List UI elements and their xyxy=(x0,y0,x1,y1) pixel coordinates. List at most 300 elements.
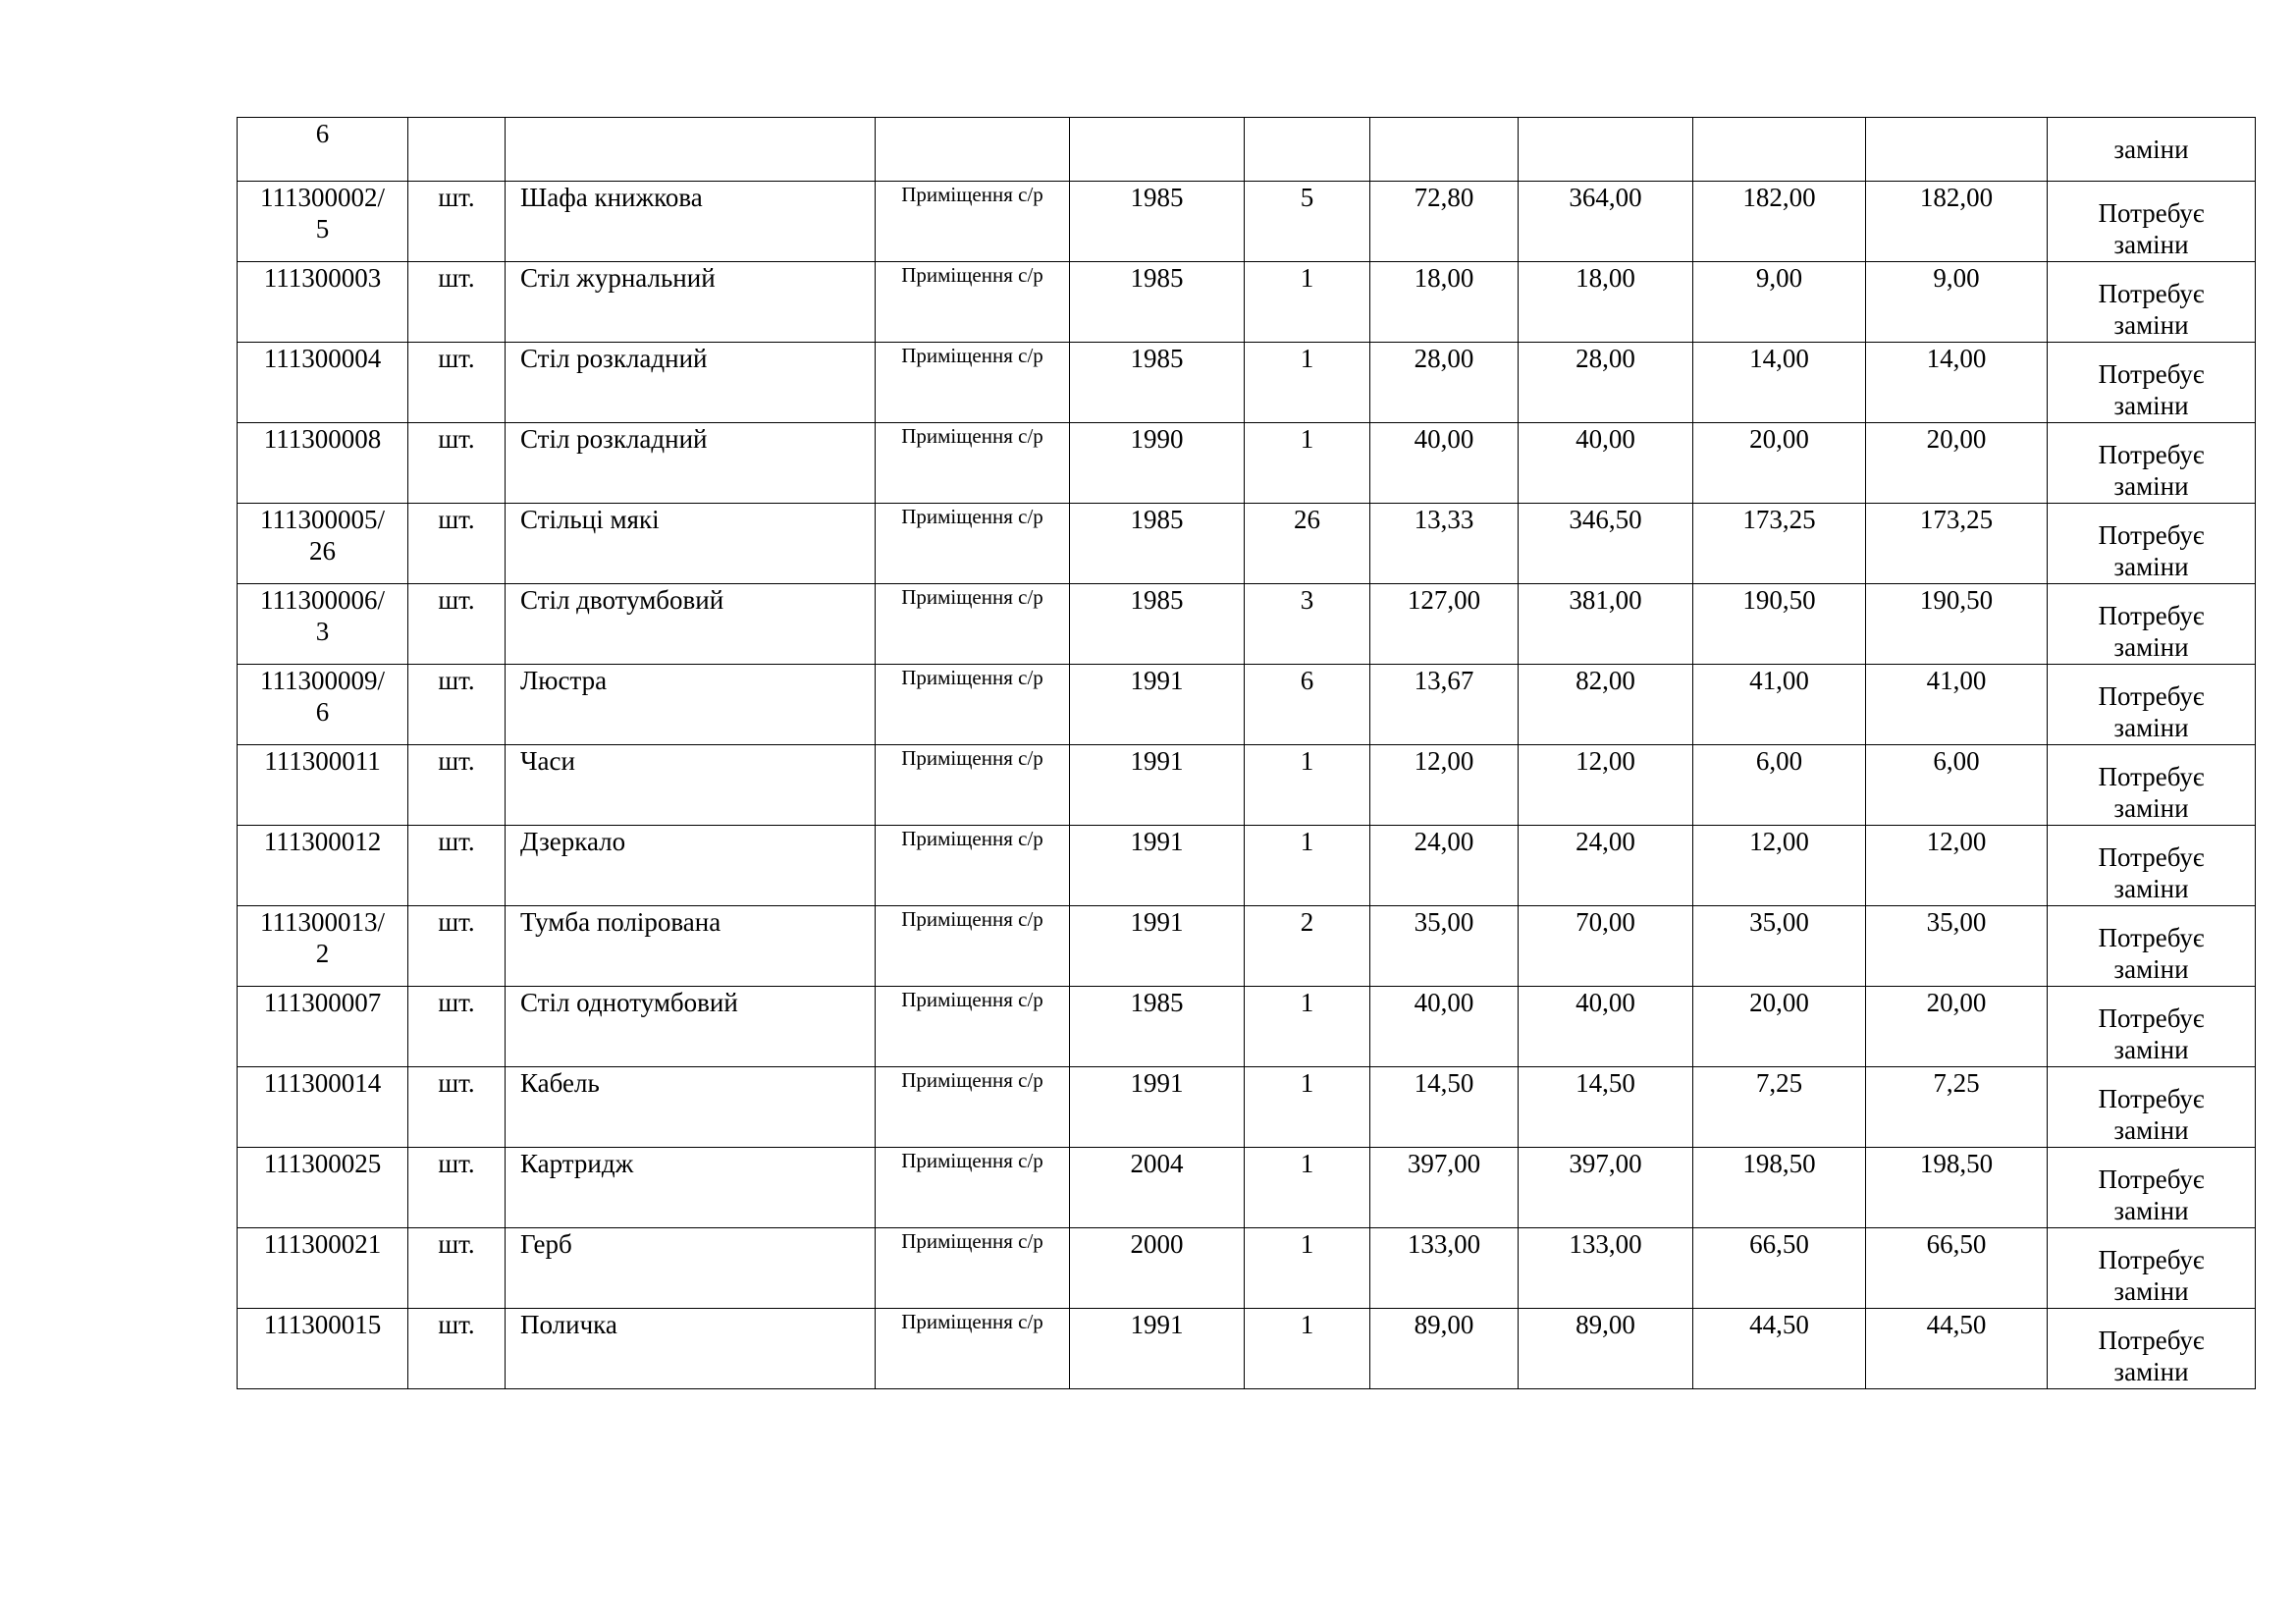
cell-residual xyxy=(1866,906,2048,987)
cell-code-text: 111300007 xyxy=(263,988,382,1017)
cell-qty xyxy=(1245,1228,1370,1309)
cell-price-text: 13,67 xyxy=(1414,666,1474,695)
cell-qty xyxy=(1245,665,1370,745)
cell-note-text: Потребує заміни xyxy=(2098,1003,2205,1064)
cell-name-text: Кабель xyxy=(520,1068,600,1098)
cell-name-text: Стіл розкладний xyxy=(520,424,708,454)
cell-unit-text: шт. xyxy=(438,505,475,534)
cell-total xyxy=(1519,1228,1693,1309)
cell-name xyxy=(506,182,876,262)
cell-total-text: 346,50 xyxy=(1569,505,1642,534)
cell-unit-text: шт. xyxy=(438,263,475,293)
cell-code xyxy=(238,423,408,504)
cell-total xyxy=(1519,182,1693,262)
cell-name xyxy=(506,584,876,665)
cell-wear-text: 182,00 xyxy=(1742,183,1816,212)
cell-total-text: 397,00 xyxy=(1569,1149,1642,1178)
cell-price xyxy=(1370,118,1519,182)
cell-code-text: 111300009/ 6 xyxy=(260,666,385,727)
cell-note xyxy=(2048,1309,2256,1389)
cell-total-text: 364,00 xyxy=(1569,183,1642,212)
cell-code xyxy=(238,343,408,423)
cell-wear-text: 9,00 xyxy=(1755,263,1803,293)
cell-residual xyxy=(1866,423,2048,504)
table-row xyxy=(238,584,2256,665)
cell-qty-text: 26 xyxy=(1294,505,1320,534)
cell-note xyxy=(2048,665,2256,745)
cell-code xyxy=(238,1148,408,1228)
cell-price-text: 35,00 xyxy=(1414,907,1474,937)
cell-qty-text: 1 xyxy=(1300,424,1314,454)
cell-unit xyxy=(408,584,506,665)
inventory-table xyxy=(237,117,2256,1389)
cell-residual-text: 66,50 xyxy=(1926,1229,1987,1259)
cell-total-text: 133,00 xyxy=(1569,1229,1642,1259)
cell-price-text: 133,00 xyxy=(1407,1229,1481,1259)
cell-year xyxy=(1070,182,1245,262)
cell-price xyxy=(1370,826,1519,906)
cell-name xyxy=(506,423,876,504)
cell-name xyxy=(506,987,876,1067)
cell-code-text: 111300005/ 26 xyxy=(260,505,385,566)
cell-total xyxy=(1519,1309,1693,1389)
cell-name-text: Стіл однотумбовий xyxy=(520,988,738,1017)
cell-note xyxy=(2048,584,2256,665)
cell-year xyxy=(1070,745,1245,826)
cell-note-text: Потребує заміни xyxy=(2098,198,2205,259)
cell-total xyxy=(1519,1067,1693,1148)
cell-qty-text: 1 xyxy=(1300,1310,1314,1339)
cell-qty xyxy=(1245,906,1370,987)
cell-total-text: 12,00 xyxy=(1575,746,1635,776)
cell-note-text: Потребує заміни xyxy=(2098,1084,2205,1145)
cell-name xyxy=(506,665,876,745)
cell-wear xyxy=(1693,987,1866,1067)
cell-unit-text: шт. xyxy=(438,666,475,695)
cell-code xyxy=(238,1309,408,1389)
cell-unit-text: шт. xyxy=(438,585,475,615)
cell-place xyxy=(876,1067,1070,1148)
cell-residual-text: 41,00 xyxy=(1926,666,1987,695)
cell-name-text: Дзеркало xyxy=(520,827,626,856)
cell-wear xyxy=(1693,423,1866,504)
cell-residual xyxy=(1866,118,2048,182)
cell-place xyxy=(876,1228,1070,1309)
cell-code xyxy=(238,987,408,1067)
cell-name xyxy=(506,343,876,423)
cell-name-text: Стіл розкладний xyxy=(520,344,708,373)
cell-residual-text: 198,50 xyxy=(1919,1149,1994,1178)
cell-price-text: 89,00 xyxy=(1414,1310,1474,1339)
cell-note-text: Потребує заміни xyxy=(2098,923,2205,984)
cell-code-text: 111300008 xyxy=(263,424,382,454)
cell-year-text: 1985 xyxy=(1130,988,1184,1017)
cell-code-text: 111300006/ 3 xyxy=(260,585,385,646)
cell-price xyxy=(1370,1148,1519,1228)
cell-place-text: Приміщення с/р xyxy=(901,827,1043,850)
cell-unit-text: шт. xyxy=(438,1068,475,1098)
cell-place-text: Приміщення с/р xyxy=(901,344,1043,367)
cell-unit-text: шт. xyxy=(438,1149,475,1178)
cell-unit-text: шт. xyxy=(438,988,475,1017)
cell-note-text: Потребує заміни xyxy=(2098,440,2205,501)
cell-residual-text: 20,00 xyxy=(1926,988,1987,1017)
cell-residual-text: 44,50 xyxy=(1926,1310,1987,1339)
cell-code-text: 111300012 xyxy=(263,827,382,856)
cell-price-text: 72,80 xyxy=(1414,183,1474,212)
cell-year xyxy=(1070,665,1245,745)
cell-qty xyxy=(1245,987,1370,1067)
cell-residual-text: 35,00 xyxy=(1926,907,1987,937)
cell-qty-text: 1 xyxy=(1300,988,1314,1017)
cell-code-text: 6 xyxy=(315,119,330,148)
cell-wear-text: 35,00 xyxy=(1749,907,1809,937)
cell-code xyxy=(238,584,408,665)
cell-code-text: 111300004 xyxy=(263,344,382,373)
cell-note-text: Потребує заміни xyxy=(2098,601,2205,662)
cell-qty xyxy=(1245,262,1370,343)
cell-place xyxy=(876,665,1070,745)
cell-year-text: 1990 xyxy=(1130,424,1184,454)
cell-residual-text: 6,00 xyxy=(1933,746,1980,776)
cell-place xyxy=(876,262,1070,343)
cell-place xyxy=(876,118,1070,182)
cell-year-text: 1985 xyxy=(1130,183,1184,212)
cell-year-text: 1985 xyxy=(1130,344,1184,373)
cell-name-text: Тумба полірована xyxy=(520,907,721,937)
cell-qty-text: 1 xyxy=(1300,827,1314,856)
cell-qty-text: 1 xyxy=(1300,263,1314,293)
table-row xyxy=(238,182,2256,262)
cell-unit xyxy=(408,504,506,584)
table-row xyxy=(238,745,2256,826)
cell-unit-text: шт. xyxy=(438,1229,475,1259)
cell-wear-text: 7,25 xyxy=(1755,1068,1803,1098)
cell-year xyxy=(1070,584,1245,665)
cell-code xyxy=(238,826,408,906)
cell-code xyxy=(238,504,408,584)
table-row xyxy=(238,906,2256,987)
cell-name-text: Стіл двотумбовий xyxy=(520,585,724,615)
cell-note xyxy=(2048,262,2256,343)
cell-wear xyxy=(1693,118,1866,182)
cell-name xyxy=(506,906,876,987)
cell-price-text: 13,33 xyxy=(1414,505,1474,534)
cell-year xyxy=(1070,987,1245,1067)
cell-year xyxy=(1070,423,1245,504)
cell-code xyxy=(238,665,408,745)
cell-price-text: 12,00 xyxy=(1414,746,1474,776)
cell-year-text: 1991 xyxy=(1130,1068,1184,1098)
table-row xyxy=(238,262,2256,343)
cell-qty xyxy=(1245,584,1370,665)
cell-unit xyxy=(408,665,506,745)
cell-place xyxy=(876,504,1070,584)
cell-name-text: Герб xyxy=(520,1229,572,1259)
cell-note-text: заміни xyxy=(2113,135,2189,164)
cell-residual xyxy=(1866,584,2048,665)
cell-wear xyxy=(1693,1148,1866,1228)
cell-note-text: Потребує заміни xyxy=(2098,1326,2205,1386)
cell-price xyxy=(1370,906,1519,987)
cell-wear-text: 66,50 xyxy=(1749,1229,1809,1259)
cell-price xyxy=(1370,665,1519,745)
cell-year-text: 1991 xyxy=(1130,746,1184,776)
cell-qty-text: 1 xyxy=(1300,746,1314,776)
cell-residual xyxy=(1866,1148,2048,1228)
cell-price xyxy=(1370,584,1519,665)
cell-unit-text: шт. xyxy=(438,907,475,937)
cell-name xyxy=(506,1148,876,1228)
cell-wear xyxy=(1693,584,1866,665)
cell-price xyxy=(1370,1228,1519,1309)
cell-unit xyxy=(408,987,506,1067)
cell-wear-text: 41,00 xyxy=(1749,666,1809,695)
cell-unit xyxy=(408,343,506,423)
cell-note xyxy=(2048,504,2256,584)
cell-total-text: 28,00 xyxy=(1575,344,1635,373)
cell-wear xyxy=(1693,1228,1866,1309)
table-row xyxy=(238,504,2256,584)
cell-place-text: Приміщення с/р xyxy=(901,183,1043,206)
cell-name xyxy=(506,1067,876,1148)
cell-year-text: 1991 xyxy=(1130,666,1184,695)
cell-note-text: Потребує заміни xyxy=(2098,279,2205,340)
cell-price xyxy=(1370,423,1519,504)
cell-wear xyxy=(1693,826,1866,906)
cell-residual xyxy=(1866,1067,2048,1148)
cell-place xyxy=(876,1309,1070,1389)
cell-qty-text: 2 xyxy=(1300,907,1314,937)
cell-name xyxy=(506,504,876,584)
cell-price xyxy=(1370,262,1519,343)
cell-year xyxy=(1070,906,1245,987)
cell-total-text: 70,00 xyxy=(1575,907,1635,937)
cell-unit xyxy=(408,826,506,906)
cell-total xyxy=(1519,665,1693,745)
cell-name xyxy=(506,118,876,182)
cell-name xyxy=(506,826,876,906)
cell-place xyxy=(876,343,1070,423)
cell-year xyxy=(1070,343,1245,423)
cell-unit xyxy=(408,1148,506,1228)
cell-name-text: Картридж xyxy=(520,1149,634,1178)
cell-wear-text: 12,00 xyxy=(1749,827,1809,856)
cell-year xyxy=(1070,1309,1245,1389)
cell-note xyxy=(2048,826,2256,906)
cell-place-text: Приміщення с/р xyxy=(901,263,1043,287)
cell-year-text: 1985 xyxy=(1130,585,1184,615)
cell-total-text: 89,00 xyxy=(1575,1310,1635,1339)
cell-unit-text: шт. xyxy=(438,183,475,212)
cell-qty xyxy=(1245,343,1370,423)
cell-residual-text: 182,00 xyxy=(1919,183,1994,212)
cell-qty xyxy=(1245,1067,1370,1148)
cell-year xyxy=(1070,504,1245,584)
table-row xyxy=(238,1148,2256,1228)
cell-total xyxy=(1519,987,1693,1067)
cell-unit xyxy=(408,1067,506,1148)
cell-note xyxy=(2048,987,2256,1067)
cell-code xyxy=(238,1228,408,1309)
cell-unit-text: шт. xyxy=(438,344,475,373)
cell-price-text: 18,00 xyxy=(1414,263,1474,293)
cell-total xyxy=(1519,1148,1693,1228)
cell-place xyxy=(876,745,1070,826)
cell-place xyxy=(876,423,1070,504)
cell-wear xyxy=(1693,343,1866,423)
cell-name-text: Шафа книжкова xyxy=(520,183,703,212)
cell-total xyxy=(1519,118,1693,182)
cell-wear-text: 14,00 xyxy=(1749,344,1809,373)
cell-code-text: 111300003 xyxy=(263,263,382,293)
cell-qty-text: 5 xyxy=(1300,183,1314,212)
cell-place-text: Приміщення с/р xyxy=(901,666,1043,689)
cell-place-text: Приміщення с/р xyxy=(901,1068,1043,1092)
cell-price-text: 14,50 xyxy=(1414,1068,1474,1098)
cell-unit-text: шт. xyxy=(438,424,475,454)
table-row xyxy=(238,423,2256,504)
cell-qty-text: 1 xyxy=(1300,344,1314,373)
cell-place xyxy=(876,584,1070,665)
cell-price xyxy=(1370,182,1519,262)
cell-year xyxy=(1070,1067,1245,1148)
cell-unit xyxy=(408,906,506,987)
cell-qty-text: 3 xyxy=(1300,585,1314,615)
cell-code xyxy=(238,182,408,262)
cell-total-text: 18,00 xyxy=(1575,263,1635,293)
cell-code xyxy=(238,118,408,182)
cell-residual-text: 9,00 xyxy=(1933,263,1980,293)
cell-wear xyxy=(1693,504,1866,584)
cell-code xyxy=(238,262,408,343)
cell-price-text: 28,00 xyxy=(1414,344,1474,373)
cell-year xyxy=(1070,1228,1245,1309)
cell-name-text: Люстра xyxy=(520,666,608,695)
cell-note-text: Потребує заміни xyxy=(2098,1164,2205,1225)
cell-qty xyxy=(1245,745,1370,826)
cell-wear xyxy=(1693,262,1866,343)
cell-unit-text: шт. xyxy=(438,1310,475,1339)
table-row xyxy=(238,665,2256,745)
cell-residual xyxy=(1866,262,2048,343)
cell-name-text: Поличка xyxy=(520,1310,617,1339)
cell-code-text: 111300013/ 2 xyxy=(260,907,385,968)
cell-wear-text: 6,00 xyxy=(1755,746,1803,776)
cell-unit xyxy=(408,745,506,826)
cell-name-text: Стіл журнальний xyxy=(520,263,716,293)
cell-place xyxy=(876,826,1070,906)
cell-place xyxy=(876,182,1070,262)
cell-note xyxy=(2048,1148,2256,1228)
cell-year-text: 1991 xyxy=(1130,827,1184,856)
cell-residual xyxy=(1866,745,2048,826)
cell-name xyxy=(506,1228,876,1309)
cell-note-text: Потребує заміни xyxy=(2098,359,2205,420)
cell-total-text: 82,00 xyxy=(1575,666,1635,695)
cell-qty xyxy=(1245,423,1370,504)
cell-total xyxy=(1519,423,1693,504)
cell-total xyxy=(1519,262,1693,343)
cell-wear-text: 44,50 xyxy=(1749,1310,1809,1339)
cell-place xyxy=(876,906,1070,987)
cell-price-text: 40,00 xyxy=(1414,988,1474,1017)
table-row xyxy=(238,987,2256,1067)
cell-note xyxy=(2048,343,2256,423)
cell-place xyxy=(876,1148,1070,1228)
cell-price xyxy=(1370,1067,1519,1148)
cell-note xyxy=(2048,1228,2256,1309)
cell-code-text: 111300021 xyxy=(263,1229,382,1259)
cell-residual xyxy=(1866,504,2048,584)
cell-code-text: 111300002/ 5 xyxy=(260,183,385,244)
cell-wear xyxy=(1693,182,1866,262)
cell-unit xyxy=(408,423,506,504)
table-row-continued xyxy=(238,118,2256,182)
cell-qty xyxy=(1245,182,1370,262)
cell-code-text: 111300015 xyxy=(263,1310,382,1339)
table-row xyxy=(238,1228,2256,1309)
cell-year xyxy=(1070,262,1245,343)
cell-note-text: Потребує заміни xyxy=(2098,681,2205,742)
cell-note-text: Потребує заміни xyxy=(2098,762,2205,823)
cell-note xyxy=(2048,118,2256,182)
cell-total xyxy=(1519,906,1693,987)
cell-note xyxy=(2048,906,2256,987)
cell-note xyxy=(2048,423,2256,504)
cell-place-text: Приміщення с/р xyxy=(901,907,1043,931)
cell-residual-text: 190,50 xyxy=(1919,585,1994,615)
cell-unit xyxy=(408,118,506,182)
cell-year-text: 2004 xyxy=(1130,1149,1184,1178)
cell-name xyxy=(506,262,876,343)
cell-name xyxy=(506,745,876,826)
cell-price-text: 40,00 xyxy=(1414,424,1474,454)
cell-residual-text: 20,00 xyxy=(1926,424,1987,454)
cell-qty xyxy=(1245,118,1370,182)
cell-price-text: 397,00 xyxy=(1407,1149,1481,1178)
cell-qty-text: 6 xyxy=(1300,666,1314,695)
cell-residual-text: 14,00 xyxy=(1926,344,1987,373)
cell-total-text: 14,50 xyxy=(1575,1068,1635,1098)
cell-total-text: 381,00 xyxy=(1569,585,1642,615)
cell-wear xyxy=(1693,1309,1866,1389)
cell-name-text: Часи xyxy=(520,746,575,776)
cell-code xyxy=(238,745,408,826)
cell-year xyxy=(1070,118,1245,182)
cell-wear xyxy=(1693,665,1866,745)
table-row xyxy=(238,343,2256,423)
cell-wear xyxy=(1693,906,1866,987)
cell-residual xyxy=(1866,826,2048,906)
cell-qty xyxy=(1245,826,1370,906)
table-row xyxy=(238,1067,2256,1148)
cell-note xyxy=(2048,1067,2256,1148)
cell-wear xyxy=(1693,745,1866,826)
cell-wear-text: 20,00 xyxy=(1749,988,1809,1017)
cell-qty-text: 1 xyxy=(1300,1068,1314,1098)
cell-price xyxy=(1370,504,1519,584)
cell-note-text: Потребує заміни xyxy=(2098,520,2205,581)
cell-place-text: Приміщення с/р xyxy=(901,1149,1043,1172)
cell-price-text: 127,00 xyxy=(1407,585,1481,615)
cell-wear-text: 198,50 xyxy=(1742,1149,1816,1178)
cell-place xyxy=(876,987,1070,1067)
cell-year xyxy=(1070,1148,1245,1228)
cell-price-text: 24,00 xyxy=(1414,827,1474,856)
cell-wear-text: 190,50 xyxy=(1742,585,1816,615)
cell-qty xyxy=(1245,504,1370,584)
